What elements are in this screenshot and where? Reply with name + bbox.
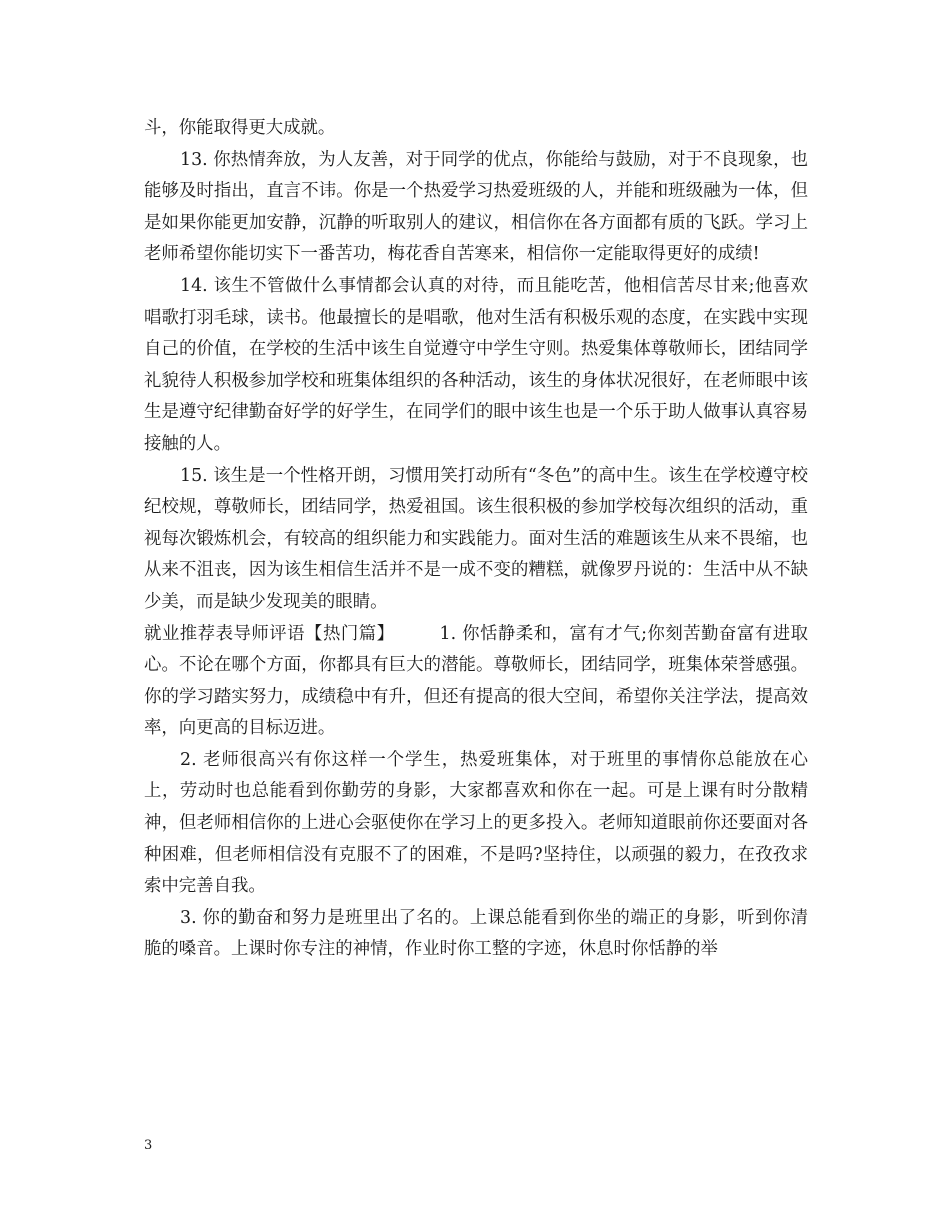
comment-paragraph-14: 14. 该生不管做什么事情都会认真的对待，而且能吃苦，他相信苦尽甘来;他喜欢唱歌打羽毛球，读书。他最擅长的是唱歌，他对生活有积极乐观的态度，在实践中实现自己的价值，在学校的生活中该生自觉遵守中学生守则。热爱集体尊敬师长，团结同学礼貌待人积极参加学校和班集体组织的各种活动，该生的身体状况很好，在老师眼中该生是遵守纪律勤奋好学的好学生，在同学们的眼中该生也是一个乐于助人做事认真容易接触的人。 <box>144 275 808 454</box>
page-number: 3 <box>144 1138 153 1153</box>
section-paragraph <box>144 619 808 745</box>
comment-paragraph-h2: 2. 老师很高兴有你这样一个学生，热爱班集体，对于班里的事情你总能放在心上，劳动时也总能看到你勤劳的身影，大家都喜欢和你在一起。可是上课有时分散精神，但老师相信你的上进心会驱使你在学习上的更多投入。老师知道眼前你还要面对各种困难，但老师相信没有克服不了的困难，不是吗?坚持住，以顽强的毅力，在孜孜求索中完善自我。 <box>144 749 808 897</box>
comment-paragraph-h1: 1. 你恬静柔和，富有才气;你刻苦勤奋富有进取心。不论在哪个方面，你都具有巨大的潜能。尊敬师长，团结同学，班集体荣誉感强。你的学习踏实努力，成绩稳中有升，但还有提高的很大空间，希望你关注学法，提高效率，向更高的目标迈进。 <box>144 623 808 739</box>
continuation-paragraph: 斗，你能取得更大成就。 <box>144 118 336 138</box>
comment-paragraph-13: 13. 你热情奔放，为人友善，对于同学的优点，你能给与鼓励，对于不良现象，也能够及时指出，直言不讳。你是一个热爱学习热爱班级的人，并能和班级融为一体，但是如果你能更加安静，沉静的听取别人的建议，相信你在各方面都有质的飞跃。学习上老师希望你能切实下一番苦功，梅花香自苦寒来，相信你一定能取得更好的成绩! <box>144 149 808 265</box>
section-heading: 就业推荐表导师评语【热门篇】 <box>144 623 386 644</box>
comment-paragraph-15: 15. 该生是一个性格开朗，习惯用笑打动所有“冬色”的高中生。该生在学校遵守校纪校规，尊敬师长，团结同学，热爱祖国。该生很积极的参加学校每次组织的活动，重视每次锻炼机会，有较高的组织能力和实践能力。面对生活的难题该生从来不畏缩，也从来不沮丧，因为该生相信生活并不是一成不变的糟糕，就像罗丹说的：生活中从不缺少美，而是缺少发现美的眼睛。 <box>144 465 808 612</box>
comment-paragraph-h3: 3. 你的勤奋和努力是班里出了名的。上课总能看到你坐的端正的身影，听到你清脆的嗓音。上课时你专注的神情，作业时你工整的字迹，休息时你恬静的举 <box>144 907 808 960</box>
body-text <box>144 113 808 966</box>
